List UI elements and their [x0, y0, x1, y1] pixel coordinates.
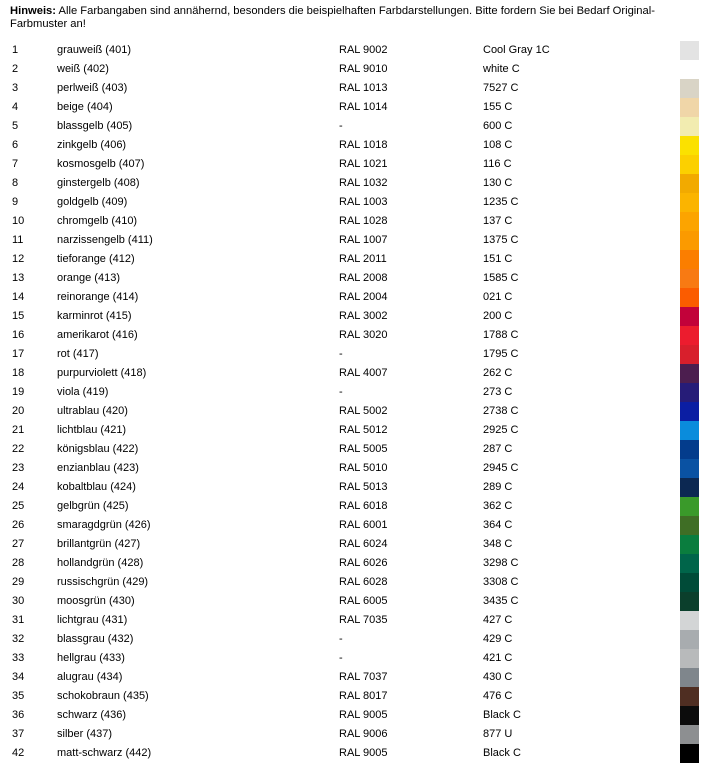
color-name: hollandgrün (428) [57, 557, 144, 569]
color-row [0, 269, 710, 288]
color-row [0, 611, 710, 630]
ral-code: RAL 9002 [339, 44, 388, 56]
pantone-code: 1788 C [483, 329, 519, 341]
pantone-code: 1375 C [483, 234, 519, 246]
color-row [0, 687, 710, 706]
color-name: brillantgrün (427) [57, 538, 141, 550]
color-number: 23 [12, 462, 25, 474]
color-row [0, 288, 710, 307]
pantone-code: 287 C [483, 443, 513, 455]
color-swatch [680, 60, 699, 79]
color-number: 34 [12, 671, 25, 683]
color-number: 33 [12, 652, 25, 664]
ral-code: - [339, 120, 343, 132]
pantone-code: 600 C [483, 120, 513, 132]
ral-code: RAL 2004 [339, 291, 388, 303]
pantone-code: 1235 C [483, 196, 519, 208]
color-number: 7 [12, 158, 19, 170]
color-number: 15 [12, 310, 25, 322]
color-name: silber (437) [57, 728, 113, 740]
color-name: reinorange (414) [57, 291, 139, 303]
pantone-code: 200 C [483, 310, 513, 322]
color-number: 32 [12, 633, 25, 645]
pantone-code: 3308 C [483, 576, 519, 588]
color-swatch [680, 744, 699, 763]
pantone-code: 262 C [483, 367, 513, 379]
pantone-code: 1585 C [483, 272, 519, 284]
hint-paragraph [10, 5, 704, 31]
color-swatch [680, 250, 699, 269]
ral-code: RAL 5002 [339, 405, 388, 417]
color-name: narzissengelb (411) [57, 234, 153, 246]
color-name: rot (417) [57, 348, 99, 360]
pantone-code: 2925 C [483, 424, 519, 436]
pantone-code: 430 C [483, 671, 513, 683]
color-number: 14 [12, 291, 25, 303]
color-row [0, 516, 710, 535]
color-swatch [680, 193, 699, 212]
color-row [0, 41, 710, 60]
color-row [0, 725, 710, 744]
pantone-code: 348 C [483, 538, 513, 550]
pantone-code: 137 C [483, 215, 513, 227]
color-swatch [680, 497, 699, 516]
color-name: moosgrün (430) [57, 595, 135, 607]
color-number: 18 [12, 367, 25, 379]
pantone-code: 151 C [483, 253, 513, 265]
hint-text: Alle Farbangaben sind annähernd, besonders die beispielhaften Farbdarstellungen. Bitte fordern Sie bei Bedarf Original-Farbmuster an! [10, 5, 655, 30]
ral-code: - [339, 633, 343, 645]
color-number: 28 [12, 557, 25, 569]
color-number: 37 [12, 728, 25, 740]
ral-code: RAL 7035 [339, 614, 388, 626]
pantone-code: 476 C [483, 690, 513, 702]
color-name: viola (419) [57, 386, 109, 398]
ral-code: RAL 6001 [339, 519, 388, 531]
color-table [0, 41, 710, 763]
color-row [0, 592, 710, 611]
color-number: 2 [12, 63, 19, 75]
color-number: 6 [12, 139, 19, 151]
color-name: enzianblau (423) [57, 462, 139, 474]
ral-code: RAL 9005 [339, 709, 388, 721]
color-name: chromgelb (410) [57, 215, 138, 227]
color-swatch [680, 402, 699, 421]
color-row [0, 364, 710, 383]
color-name: smaragdgrün (426) [57, 519, 151, 531]
color-name: ultrablau (420) [57, 405, 128, 417]
color-number: 25 [12, 500, 25, 512]
color-swatch [680, 668, 699, 687]
color-swatch [680, 212, 699, 231]
ral-code: RAL 4007 [339, 367, 388, 379]
pantone-code: 116 C [483, 158, 512, 170]
ral-code: RAL 9005 [339, 747, 388, 759]
color-row [0, 193, 710, 212]
color-number: 10 [12, 215, 25, 227]
pantone-code: 1795 C [483, 348, 519, 360]
color-swatch [680, 155, 699, 174]
color-row [0, 554, 710, 573]
pantone-code: 3298 C [483, 557, 519, 569]
color-swatch [680, 440, 699, 459]
ral-code: RAL 5010 [339, 462, 388, 474]
pantone-code: 427 C [483, 614, 513, 626]
color-number: 30 [12, 595, 25, 607]
ral-code: RAL 7037 [339, 671, 388, 683]
color-swatch [680, 345, 699, 364]
color-number: 5 [12, 120, 19, 132]
pantone-code: 2945 C [483, 462, 519, 474]
ral-code: RAL 1021 [339, 158, 388, 170]
ral-code: RAL 6005 [339, 595, 388, 607]
ral-code: RAL 5013 [339, 481, 388, 493]
color-row [0, 459, 710, 478]
ral-code: - [339, 652, 343, 664]
color-number: 29 [12, 576, 25, 588]
color-row [0, 706, 710, 725]
color-number: 13 [12, 272, 25, 284]
color-swatch [680, 592, 699, 611]
color-name: hellgrau (433) [57, 652, 125, 664]
color-name: alugrau (434) [57, 671, 123, 683]
ral-code: RAL 9010 [339, 63, 388, 75]
color-swatch [680, 231, 699, 250]
color-number: 9 [12, 196, 19, 208]
color-name: gelbgrün (425) [57, 500, 129, 512]
ral-code: RAL 6028 [339, 576, 388, 588]
ral-code: RAL 1007 [339, 234, 388, 246]
color-row [0, 155, 710, 174]
ral-code: RAL 6024 [339, 538, 388, 550]
color-name: russischgrün (429) [57, 576, 149, 588]
color-swatch [680, 459, 699, 478]
color-swatch [680, 706, 699, 725]
pantone-code: 421 C [483, 652, 513, 664]
ral-code: RAL 2011 [339, 253, 387, 265]
color-name: schokobraun (435) [57, 690, 149, 702]
color-row [0, 326, 710, 345]
pantone-code: 289 C [483, 481, 513, 493]
color-name: ginstergelb (408) [57, 177, 140, 189]
color-number: 12 [12, 253, 25, 265]
color-swatch [680, 307, 699, 326]
color-row [0, 668, 710, 687]
color-row [0, 79, 710, 98]
color-number: 19 [12, 386, 25, 398]
color-number: 4 [12, 101, 19, 113]
color-number: 26 [12, 519, 25, 531]
color-number: 36 [12, 709, 25, 721]
color-row [0, 402, 710, 421]
pantone-code: 429 C [483, 633, 513, 645]
color-row [0, 60, 710, 79]
color-row [0, 421, 710, 440]
color-swatch [680, 117, 699, 136]
color-swatch [680, 41, 699, 60]
color-name: amerikarot (416) [57, 329, 138, 341]
color-name: goldgelb (409) [57, 196, 128, 208]
color-row [0, 497, 710, 516]
color-swatch [680, 364, 699, 383]
color-name: schwarz (436) [57, 709, 127, 721]
color-row [0, 231, 710, 250]
color-row [0, 744, 710, 763]
color-name: grauweiß (401) [57, 44, 131, 56]
color-swatch [680, 630, 699, 649]
color-name: karminrot (415) [57, 310, 132, 322]
color-name: orange (413) [57, 272, 120, 284]
ral-code: RAL 3020 [339, 329, 388, 341]
color-swatch [680, 288, 699, 307]
color-row [0, 117, 710, 136]
ral-code: RAL 1028 [339, 215, 388, 227]
pantone-code: 273 C [483, 386, 513, 398]
ral-code: RAL 1013 [339, 82, 388, 94]
ral-code: RAL 1014 [339, 101, 388, 113]
pantone-code: 7527 C [483, 82, 519, 94]
pantone-code: 2738 C [483, 405, 519, 417]
color-row [0, 383, 710, 402]
color-name: lichtgrau (431) [57, 614, 128, 626]
pantone-code: Cool Gray 1C [483, 44, 550, 56]
color-number: 17 [12, 348, 25, 360]
ral-code: RAL 9006 [339, 728, 388, 740]
color-swatch [680, 174, 699, 193]
color-name: blassgrau (432) [57, 633, 134, 645]
color-number: 8 [12, 177, 19, 189]
color-row [0, 478, 710, 497]
color-number: 27 [12, 538, 25, 550]
pantone-code: white C [483, 63, 520, 75]
color-name: beige (404) [57, 101, 113, 113]
ral-code: RAL 2008 [339, 272, 388, 284]
ral-code: RAL 5012 [339, 424, 388, 436]
color-swatch [680, 611, 699, 630]
color-number: 21 [12, 424, 25, 436]
color-number: 16 [12, 329, 25, 341]
ral-code: - [339, 348, 343, 360]
hint-label: Hinweis: [10, 5, 57, 17]
color-row [0, 440, 710, 459]
color-number: 3 [12, 82, 19, 94]
ral-code: RAL 6018 [339, 500, 388, 512]
ral-code: RAL 1003 [339, 196, 388, 208]
color-row [0, 136, 710, 155]
color-name: kosmosgelb (407) [57, 158, 145, 170]
color-row [0, 98, 710, 117]
color-swatch [680, 649, 699, 668]
pantone-code: 362 C [483, 500, 513, 512]
color-swatch [680, 326, 699, 345]
color-row [0, 345, 710, 364]
color-swatch [680, 421, 699, 440]
color-swatch [680, 687, 699, 706]
color-name: blassgelb (405) [57, 120, 133, 132]
color-swatch [680, 478, 699, 497]
ral-code: RAL 6026 [339, 557, 388, 569]
color-name: perlweiß (403) [57, 82, 128, 94]
color-name: purpurviolett (418) [57, 367, 147, 379]
color-row [0, 174, 710, 193]
ral-code: RAL 1018 [339, 139, 388, 151]
color-name: lichtblau (421) [57, 424, 127, 436]
color-name: weiß (402) [57, 63, 109, 75]
ral-code: RAL 8017 [339, 690, 388, 702]
color-row [0, 535, 710, 554]
color-number: 1 [12, 44, 19, 56]
color-swatch [680, 573, 699, 592]
color-swatch [680, 725, 699, 744]
color-number: 31 [12, 614, 25, 626]
color-number: 35 [12, 690, 25, 702]
pantone-code: 021 C [483, 291, 513, 303]
color-row [0, 212, 710, 231]
pantone-code: Black C [483, 747, 521, 759]
pantone-code: 364 C [483, 519, 513, 531]
color-name: tieforange (412) [57, 253, 135, 265]
pantone-code: 108 C [483, 139, 513, 151]
ral-code: - [339, 386, 343, 398]
pantone-code: 877 U [483, 728, 513, 740]
color-name: königsblau (422) [57, 443, 139, 455]
ral-code: RAL 5005 [339, 443, 388, 455]
color-number: 22 [12, 443, 25, 455]
color-name: zinkgelb (406) [57, 139, 127, 151]
color-swatch [680, 269, 699, 288]
color-swatch [680, 136, 699, 155]
pantone-code: 3435 C [483, 595, 519, 607]
color-row [0, 307, 710, 326]
ral-code: RAL 1032 [339, 177, 388, 189]
color-name: matt-schwarz (442) [57, 747, 152, 759]
pantone-code: Black C [483, 709, 521, 721]
color-row [0, 250, 710, 269]
color-swatch [680, 79, 699, 98]
color-number: 11 [12, 234, 24, 246]
color-swatch [680, 535, 699, 554]
color-number: 24 [12, 481, 25, 493]
color-row [0, 573, 710, 592]
color-name: kobaltblau (424) [57, 481, 136, 493]
color-swatch [680, 98, 699, 117]
color-swatch [680, 516, 699, 535]
color-row [0, 630, 710, 649]
color-swatch [680, 383, 699, 402]
pantone-code: 130 C [483, 177, 513, 189]
color-swatch [680, 554, 699, 573]
ral-code: RAL 3002 [339, 310, 388, 322]
pantone-code: 155 C [483, 101, 513, 113]
color-number: 42 [12, 747, 25, 759]
color-number: 20 [12, 405, 25, 417]
color-row [0, 649, 710, 668]
